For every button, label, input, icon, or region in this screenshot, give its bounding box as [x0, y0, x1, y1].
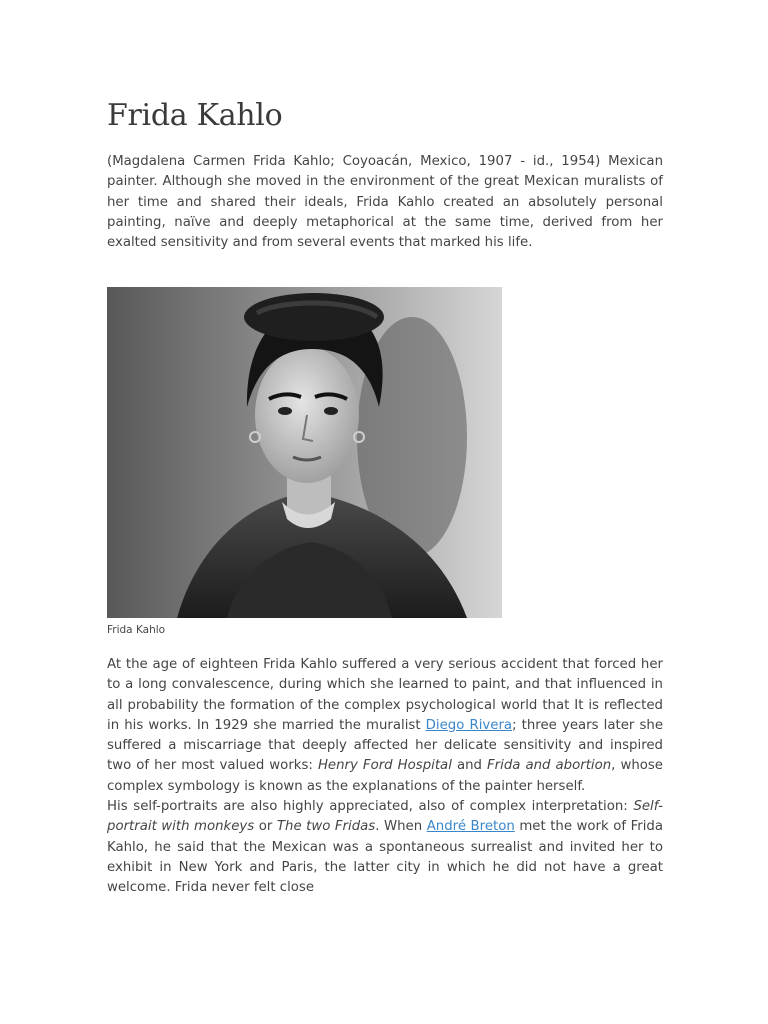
body-text: At the age of eighteen Frida Kahlo suffered a very serious accident that forced her to a long convalescence, during which she learned to paint, and that influenced in all probability the formation of the complex psychological world that It is reflected in his works. In 1929 she married the muralist — [107, 657, 663, 733]
body-text: met the work of Frida Kahlo, he said that the Mexican was a spontaneous surrealist and invited her to exhibit in New York and Paris, the latter city in which he did not have a great welcome. Frida never felt close — [107, 819, 664, 896]
work-title: Frida and abortion — [487, 758, 612, 774]
body-text: and — [451, 758, 488, 774]
body-text: His self-portraits are also highly appreciated, also of complex interpretation: — [107, 799, 634, 815]
work-title: The two Fridas — [276, 819, 376, 835]
body-text: , whose complex symbology is known as the explanations of the painter herself. — [107, 758, 663, 794]
andre-breton-link[interactable]: André Breton — [426, 819, 515, 835]
intro-paragraph: (Magdalena Carmen Frida Kahlo; Coyoacán, Mexico, 1907 - id., 1954) Mexican painter. Although she moved in the environment of the great Mexican muralists of her time and shared their ideals, Frida Kahlo created an absolutely personal painting, naïve and deeply metaphorical at the same time, derived from her exalted sensitivity and from several events that marked his life. — [107, 154, 663, 251]
body-paragraph — [107, 655, 663, 899]
image-caption: Frida Kahlo — [107, 624, 166, 636]
body-text: or — [254, 819, 277, 835]
body-text: . When — [375, 819, 427, 835]
portrait-photo — [107, 287, 502, 618]
work-title: Henry Ford Hospital — [317, 758, 452, 774]
diego-rivera-link[interactable]: Diego Rivera — [425, 717, 513, 733]
body-text: ; three years later she suffered a miscarriage that deeply affected her delicate sensitivity and inspired two of her most valued works: — [107, 717, 664, 774]
article-title: Frida Kahlo — [107, 98, 283, 133]
work-title: Self-portrait with monkeys — [107, 799, 663, 835]
